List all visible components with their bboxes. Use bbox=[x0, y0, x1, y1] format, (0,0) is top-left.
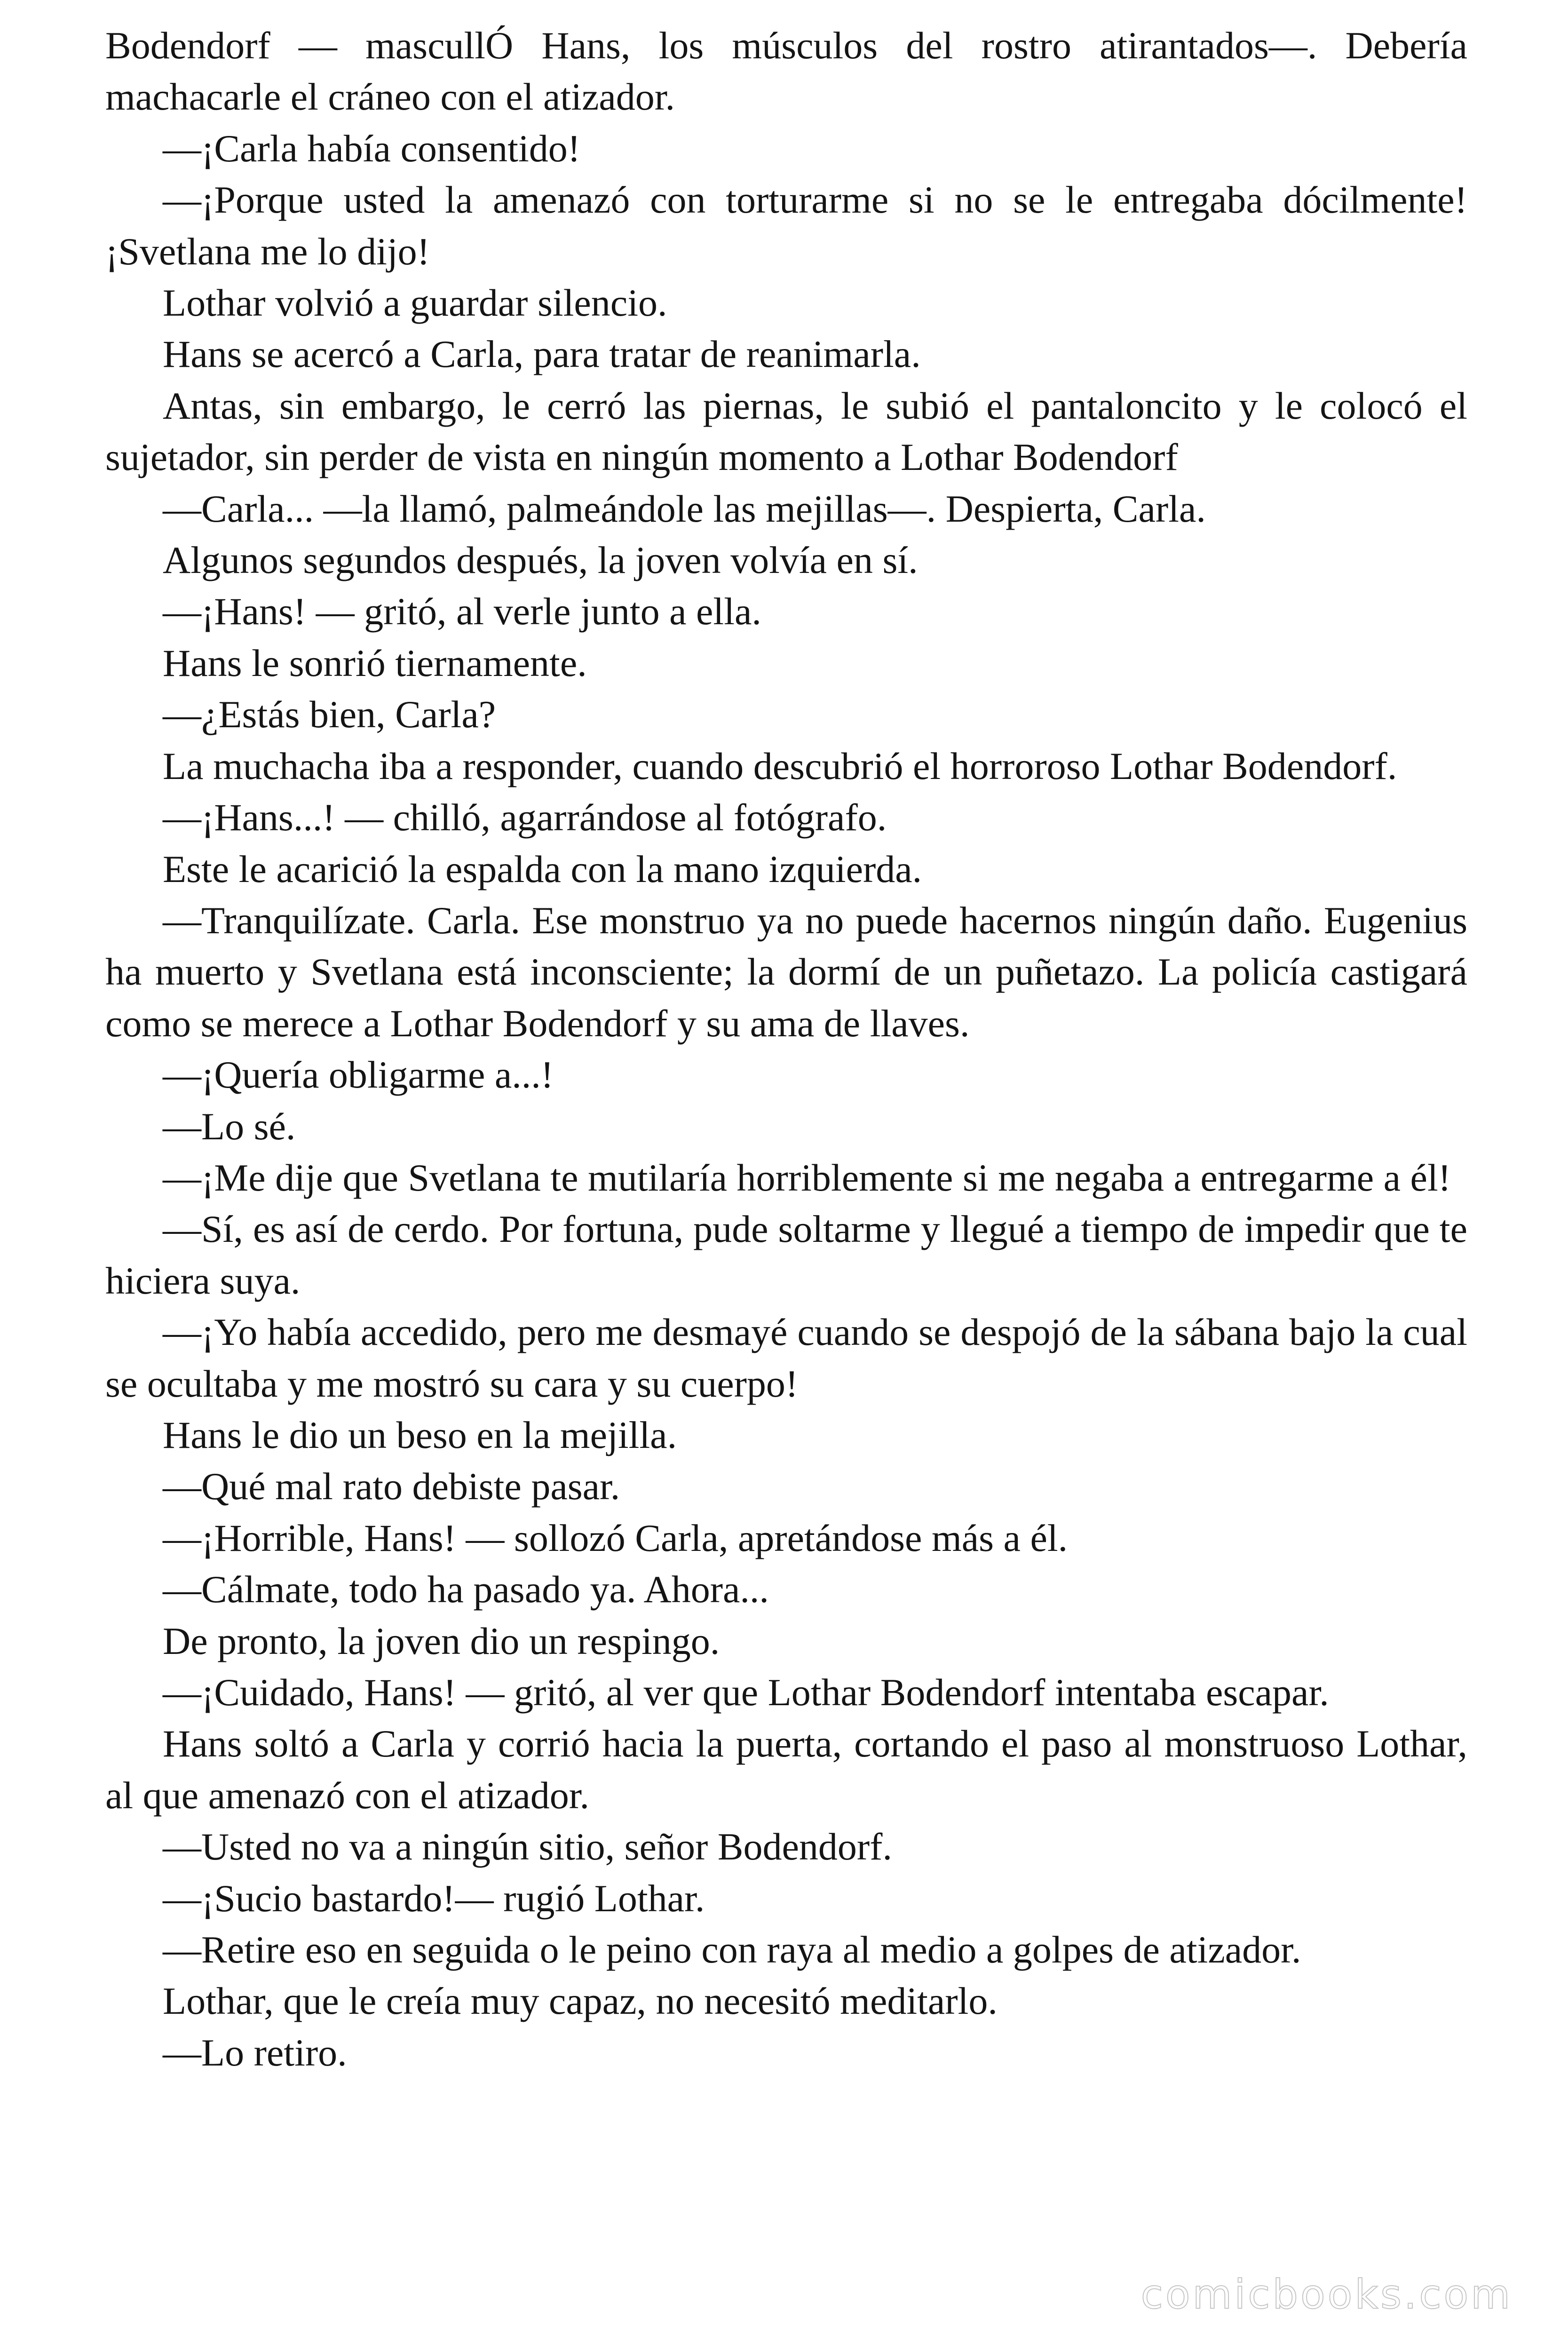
paragraph: —Retire eso en seguida o le peino con raya al medio a golpes de atizador. bbox=[163, 1928, 1301, 1971]
paragraph: Este le acarició la espalda con la mano izquierda. bbox=[163, 847, 922, 890]
paragraph: Hans le dio un beso en la mejilla. bbox=[163, 1413, 677, 1456]
paragraph: —Qué mal rato debiste pasar. bbox=[163, 1465, 620, 1508]
paragraph: —Lo retiro. bbox=[163, 2031, 347, 2074]
paragraph: —Sí, es así de cerdo. Por fortuna, pude soltarme y llegué a tiempo de impedir que te hiciera suya. bbox=[105, 1208, 1467, 1302]
paragraph: Lothar volvió a guardar silencio. bbox=[163, 281, 667, 325]
paragraph: —¡Horrible, Hans! — sollozó Carla, apretándose más a él. bbox=[163, 1516, 1068, 1559]
paragraph: —¡Me dije que Svetlana te mutilaría horriblemente si me negaba a entregarme a él! bbox=[163, 1156, 1451, 1199]
paragraph: —Cálmate, todo ha pasado ya. Ahora... bbox=[163, 1568, 769, 1611]
paragraph: Hans se acercó a Carla, para tratar de reanimarla. bbox=[163, 333, 921, 376]
paragraph: —¡Hans! — gritó, al verle junto a ella. bbox=[163, 590, 761, 633]
paragraph: —Tranquilízate. Carla. Ese monstruo ya no puede hacernos ningún daño. Eugenius ha muerto y Svetlana está inconsciente; la dormí de un puñetazo. La policía castigará como se merece a Lothar Bodendorf y su ama de llaves. bbox=[105, 898, 1467, 1045]
paragraph: De pronto, la joven dio un respingo. bbox=[163, 1619, 720, 1662]
paragraph: —¡Cuidado, Hans! — gritó, al ver que Lothar Bodendorf intentaba escapar. bbox=[163, 1671, 1329, 1714]
paragraph: Bodendorf — mascullÓ Hans, los músculos del rostro atirantados—. Debería machacarle el cráneo con el atizador. bbox=[105, 24, 1467, 119]
paragraph: La muchacha iba a responder, cuando descubrió el horroroso Lothar Bodendorf. bbox=[163, 744, 1397, 787]
paragraph: —¡Hans...! — chilló, agarrándose al fotógrafo. bbox=[163, 796, 887, 839]
paragraph: —Usted no va a ningún sitio, señor Bodendorf. bbox=[163, 1825, 892, 1868]
paragraph: —¿Estás bien, Carla? bbox=[163, 693, 496, 736]
paragraph: —Lo sé. bbox=[163, 1104, 296, 1148]
paragraph: Algunos segundos después, la joven volvía en sí. bbox=[163, 539, 918, 582]
paragraph: —¡Quería obligarme a...! bbox=[163, 1053, 554, 1097]
paragraph: —¡Sucio bastardo!— rugió Lothar. bbox=[163, 1876, 705, 1920]
paragraph: Hans soltó a Carla y corrió hacia la puerta, cortando el paso al monstruoso Lothar, al que amenazó con el atizador. bbox=[105, 1722, 1467, 1817]
paragraph: Hans le sonrió tiernamente. bbox=[163, 641, 587, 684]
paragraph: Antas, sin embargo, le cerró las piernas, le subió el pantaloncito y le colocó el sujetador, sin perder de vista en ningún momento a Lothar Bodendorf bbox=[105, 384, 1467, 479]
site-watermark: comicbooks.com bbox=[1140, 2271, 1513, 2318]
paragraph: —¡Yo había accedido, pero me desmayé cuando se despojó de la sábana bajo la cual se ocultaba y me mostró su cara y su cuerpo! bbox=[105, 1311, 1467, 1405]
book-page-text bbox=[105, 20, 1467, 2078]
paragraph: —¡Porque usted la amenazó con torturarme si no se le entregaba dócilmente! ¡Svetlana me lo dijo! bbox=[105, 178, 1467, 273]
paragraph: —Carla... —la llamó, palmeándole las mejillas—. Despierta, Carla. bbox=[163, 487, 1206, 530]
paragraph: Lothar, que le creía muy capaz, no necesitó meditarlo. bbox=[163, 1979, 998, 2023]
paragraph: —¡Carla había consentido! bbox=[163, 127, 581, 170]
